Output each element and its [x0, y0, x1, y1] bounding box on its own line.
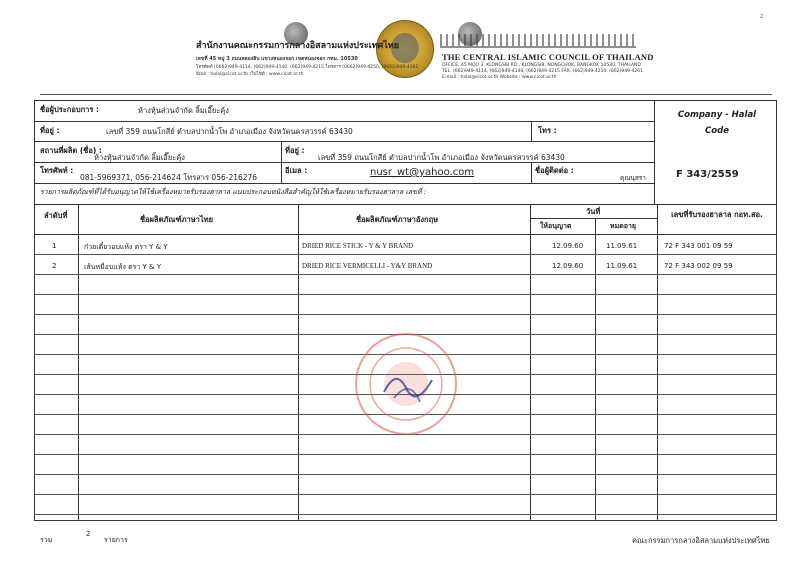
row-1-name-th: ก๋วยเตี๋ยวอบแห้ง ตรา Y & Y [84, 243, 168, 251]
org-address-thai-3: อีเมล : halal@cicot.or.th เว็บไซต์ : www.cicot.or.th [196, 72, 304, 77]
col-name-th-header: ชื่อผลิตภัณฑ์ภาษาไทย [140, 215, 214, 224]
table-row-rule [34, 494, 777, 495]
factory-value: ห้างหุ้นส่วนจำกัด ลิ้มเอี๊ยะคุ้ง [94, 153, 185, 162]
contact-value: คุณนุสรา [620, 174, 646, 182]
factory-address-value: เลขที่ 359 ถนนโกสีย์ ตำบลปากน้ำโพ อำเภอเมือง จังหวัดนครสวรรค์ 63430 [318, 153, 565, 162]
info-divider-2 [34, 141, 654, 142]
header-rule [40, 94, 772, 95]
certificate-note: รายการผลิตภัณฑ์ที่ได้รับอนุญาตให้ใช้เครื่องหมายรับรองฮาลาล แนบประกอบหนังสือสำคัญให้ใช้เครื่องหมายรับรองฮาลาล เลขที่ : [40, 188, 427, 196]
row-2-name-th: เส้นหมี่อบแห้ง ตรา Y & Y [84, 263, 162, 271]
table-row-rule [34, 474, 777, 475]
email-divider [281, 162, 282, 183]
row-1-issue: 12.09.60 [552, 242, 584, 250]
org-address-thai-2: โทรศัพท์ (0662)949-4114, (662)949-4140, (662)949-4215 โทรสาร (0662)949-4250, (0662)949-4261 [196, 65, 419, 70]
operator-label: ชื่อผู้ประกอบการ : [40, 105, 100, 114]
row-1-expire: 11.09.61 [606, 242, 638, 250]
row-2-no: 2 [52, 262, 57, 270]
org-address-en-3: E-mail : halal@cicot.or.th Website : www.cicot.or.th [442, 75, 557, 80]
tel-value: 081-5969371, 056-214624 โทรสาร 056-216276 [80, 173, 258, 182]
table-top-rule [34, 204, 777, 205]
company-halal-label: Company - Halal Code [677, 110, 757, 136]
official-stamp [350, 328, 462, 440]
email-label: อีเมล : [285, 166, 308, 175]
org-address-en-2: TEL. (662)949-4114, (662)949-4140, (662)949-4215 FAX. (662)949-4250, (662)949-4261 [442, 69, 643, 74]
col-expire-header: หมดอายุ [610, 222, 637, 230]
col-cert-header: เลขที่รับรองฮาลาล กอท.สอ. [671, 210, 763, 219]
table-row-rule [34, 454, 777, 455]
phone-divider [531, 121, 532, 141]
table-row-rule [34, 294, 777, 295]
row-2-cert: 72 F 343 002 09 59 [664, 262, 733, 270]
factory-divider [281, 141, 282, 162]
row-2-expire: 11.09.61 [606, 262, 638, 270]
col-name-en-header: ชื่อผลิตภัณฑ์ภาษาอังกฤษ [356, 215, 439, 224]
table-column-rule [595, 218, 596, 521]
factory-label: สถานที่ผลิต (ชื่อ) : [40, 146, 102, 155]
arabic-calligraphy [440, 34, 636, 48]
email-value[interactable]: nusr_wt@yahoo.com [370, 167, 475, 178]
tel-label: โทรศัพท์ : [40, 166, 74, 175]
table-header-rule [34, 234, 777, 235]
col-issue-header: ให้อนุญาต [540, 222, 572, 230]
info-divider-1 [34, 121, 654, 122]
factory-address-label: ที่อยู่ : [285, 146, 305, 155]
total-count: 2 [86, 530, 91, 538]
address-value: เลขที่ 359 ถนนโกสีย์ ตำบลปากน้ำโพ อำเภอเมือง จังหวัดนครสวรรค์ 63430 [106, 127, 353, 136]
org-name-english: THE CENTRAL ISLAMIC COUNCIL OF THAILAND [442, 52, 654, 62]
table-row-rule [34, 274, 777, 275]
row-1-name-en: DRIED RICE STICK - Y & Y BRAND [302, 242, 414, 250]
company-halal-value: F 343/2559 [676, 169, 739, 180]
items-label: รายการ [104, 536, 128, 544]
total-label: รวม [40, 536, 53, 544]
row-1-no: 1 [52, 242, 57, 250]
right-box-divider [654, 100, 655, 204]
operator-value: ห้างหุ้นส่วนจำกัด ลิ้มเอี๊ยะคุ้ง [138, 106, 229, 115]
address-label: ที่อยู่ : [40, 126, 60, 135]
date-subheader-rule [530, 218, 657, 219]
contact-divider [531, 162, 532, 183]
table-row-rule [34, 254, 777, 255]
contact-label: ชื่อผู้ติดต่อ : [535, 166, 574, 175]
table-row-rule [34, 514, 777, 515]
row-1-cert: 72 F 343 001 09 59 [664, 242, 733, 250]
org-address-en-1: OFFICE: 45 MOO 3, KLONGSIB RD., KLONGSIB, NONGCHOK, BANGKOK 10530, THAILAND [442, 63, 641, 68]
row-2-issue: 12.09.60 [552, 262, 584, 270]
table-row-rule [34, 314, 777, 315]
phone-label: โทร : [538, 126, 557, 135]
org-name-thai: สำนักงานคณะกรรมการกลางอิสลามแห่งประเทศไทย [196, 41, 400, 51]
col-no-header: ลำดับที่ [44, 211, 68, 220]
footer-org-name: คณะกรรมการกลางอิสลามแห่งประเทศไทย [632, 536, 770, 545]
col-date-header: วันที่ [586, 207, 601, 216]
org-address-thai-1: เลขที่ 45 หมู่ 3 ถนนคลองสิบ แขวงหนองจอก เขตหนองจอก กทม. 10530 [196, 56, 358, 62]
page-mark: 2 [760, 14, 764, 20]
row-2-name-en: DRIED RICE VERMICELLI - Y&Y BRAND [302, 262, 433, 270]
